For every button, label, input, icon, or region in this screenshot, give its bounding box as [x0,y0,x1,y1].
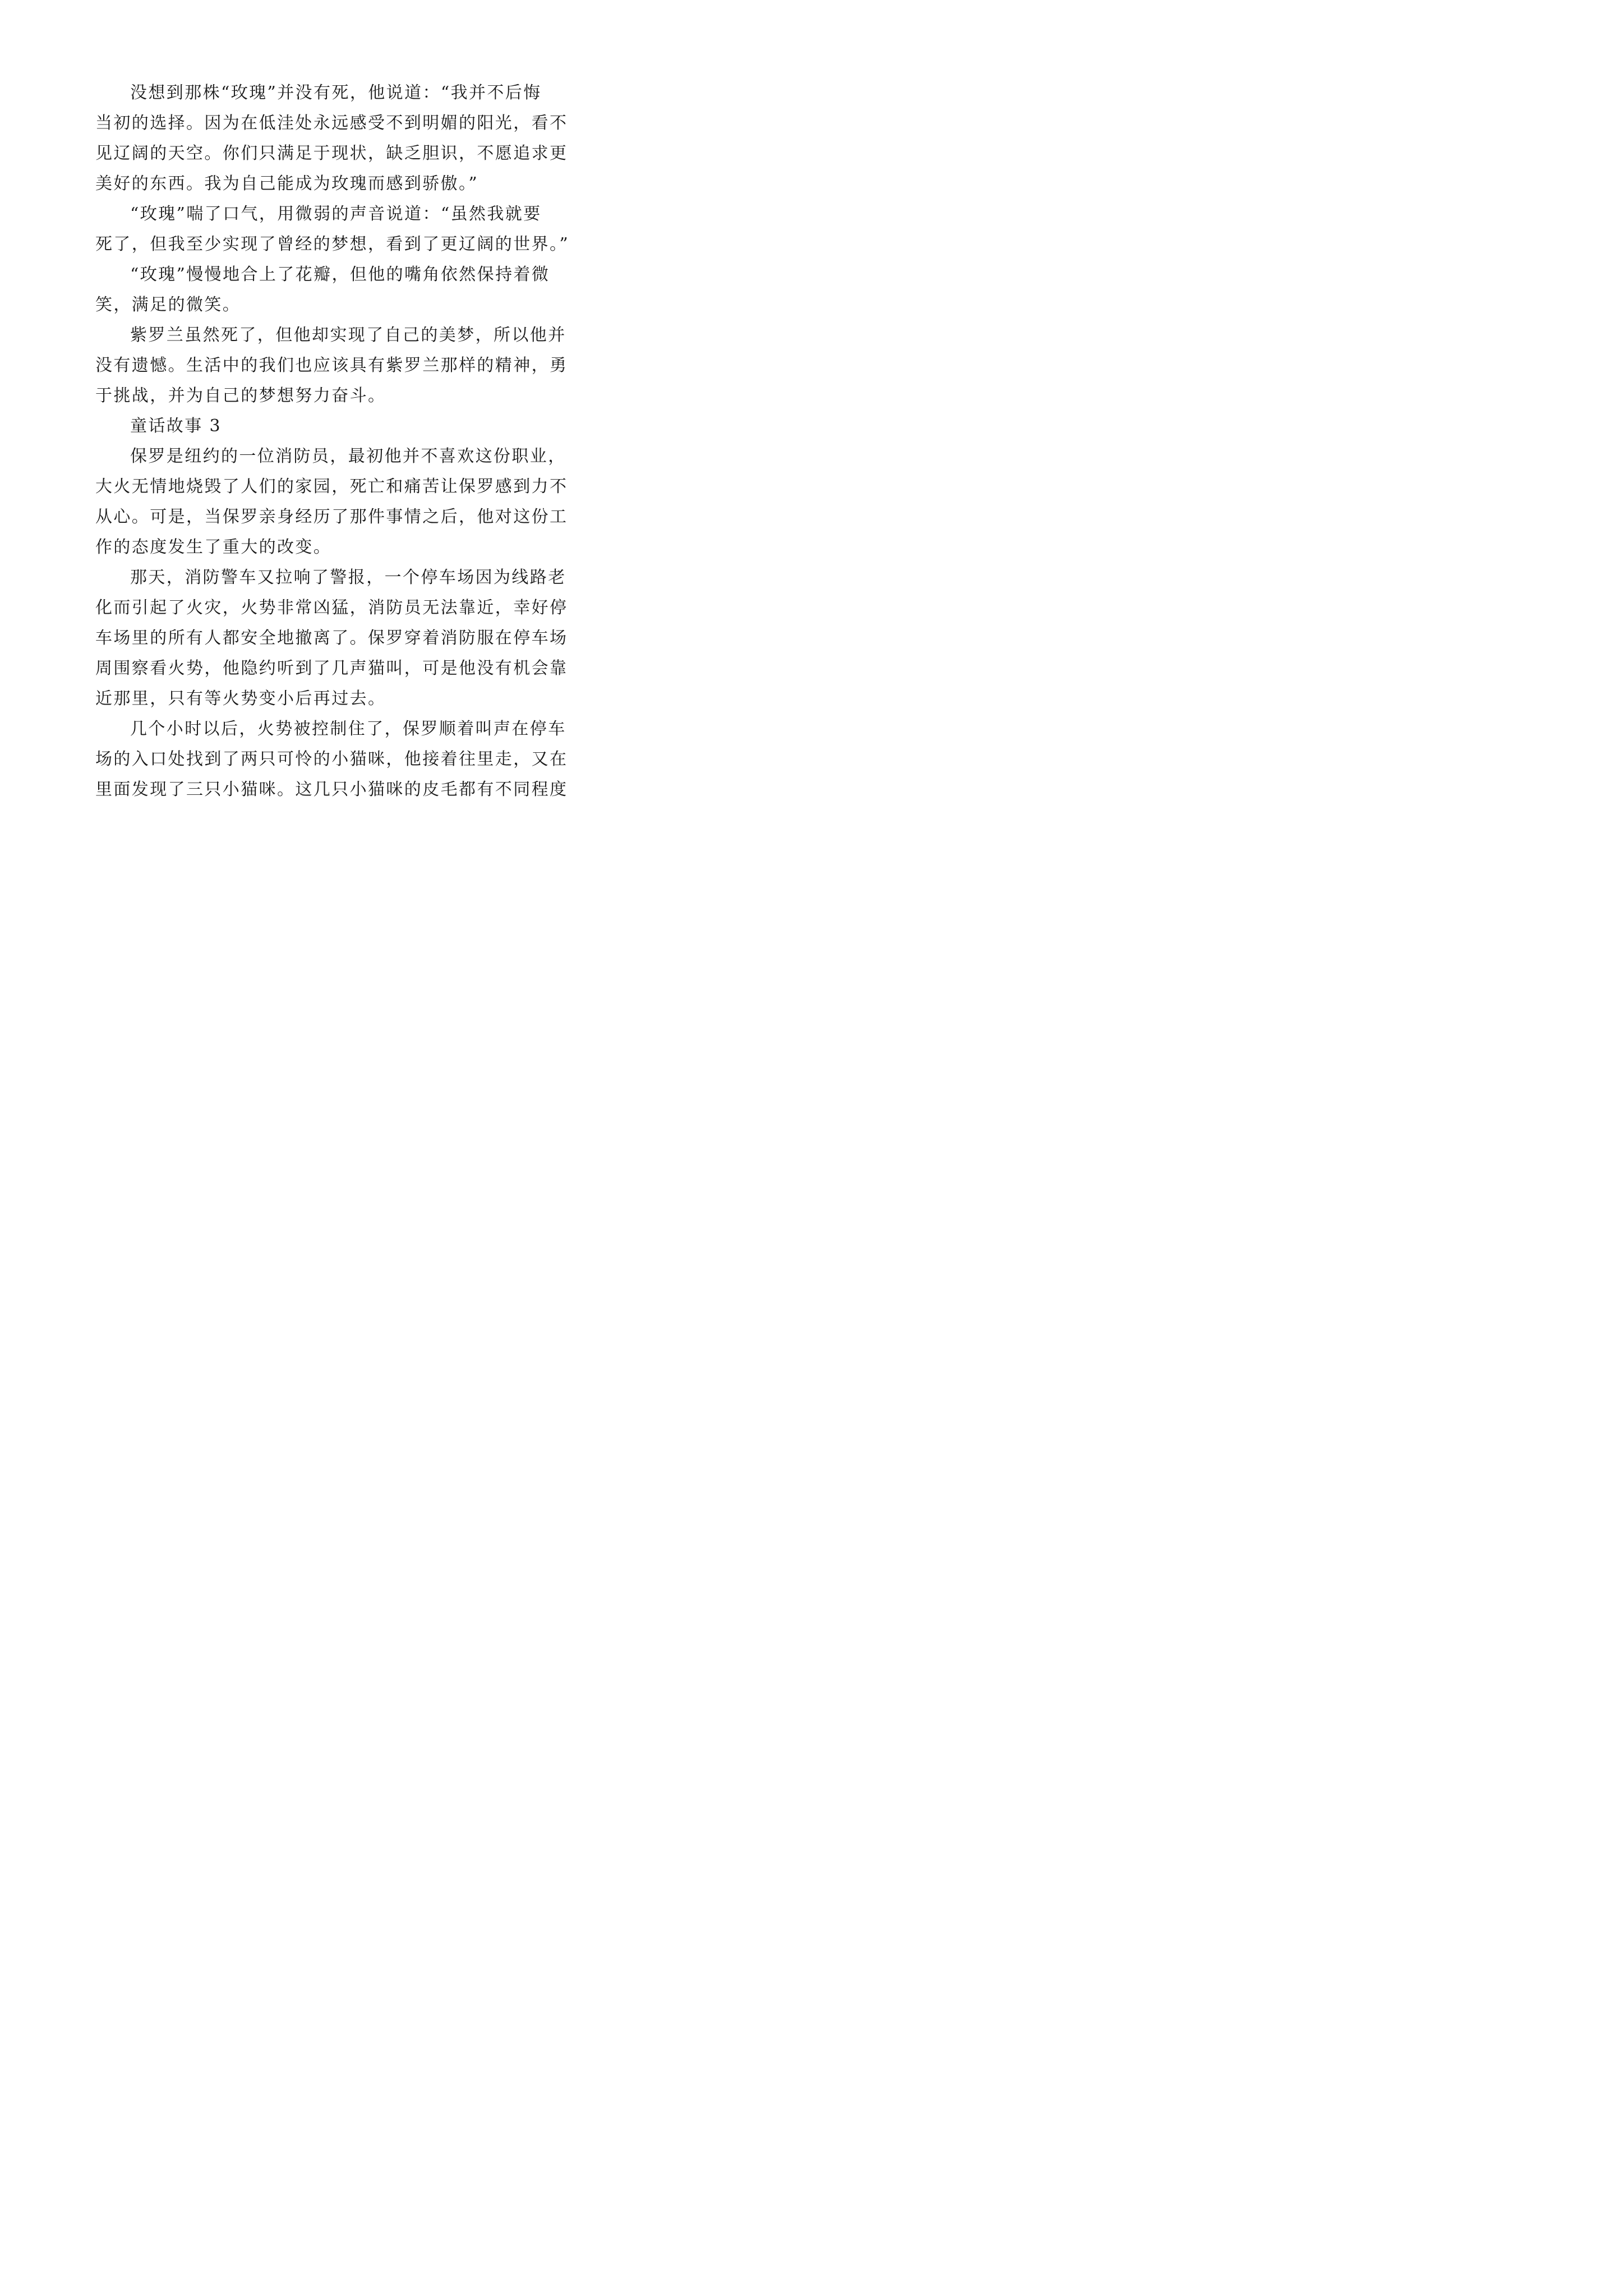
paragraph-line: 里面发现了三只小猫咪。这几只小猫咪的皮毛都有不同程度 [95,780,568,799]
paragraph-line: 化而引起了火灾，火势非常凶猛，消防员无法靠近，幸好停 [95,598,568,618]
section-heading: 童话故事 3 [130,416,222,436]
paragraph-line: 保罗是纽约的一位消防员，最初他并不喜欢这份职业， [130,447,566,466]
paragraph-line: 见辽阔的天空。你们只满足于现状，缺乏胆识，不愿追求更 [95,144,568,163]
paragraph-line: 当初的选择。因为在低洼处永远感受不到明媚的阳光，看不 [95,113,568,133]
paragraph-line: 场的入口处找到了两只可怜的小猫咪，他接着往里走，又在 [95,749,568,769]
paragraph-line: 紫罗兰虽然死了，但他却实现了自己的美梦，所以他并 [130,325,566,345]
paragraph-line: 近那里，只有等火势变小后再过去。 [95,689,386,708]
paragraph-line: 周围察看火势，他隐约听到了几声猫叫，可是他没有机会靠 [95,659,568,678]
paragraph-line: 作的态度发生了重大的改变。 [95,537,332,557]
paragraph-line: 车场里的所有人都安全地撤离了。保罗穿着消防服在停车场 [95,628,568,648]
paragraph-line: 大火无情地烧毁了人们的家园，死亡和痛苦让保罗感到力不 [95,477,568,496]
paragraph-line: 几个小时以后，火势被控制住了，保罗顺着叫声在停车 [130,719,566,739]
paragraph-line: 死了，但我至少实现了曾经的梦想，看到了更辽阔的世界。” [95,234,570,254]
paragraph-line: 于挑战，并为自己的梦想努力奋斗。 [95,386,386,406]
paragraph-line: 没想到那株“玫瑰”并没有死，他说道：“我并不后悔 [130,83,542,103]
paragraph-line: 没有遗憾。生活中的我们也应该具有紫罗兰那样的精神，勇 [95,356,568,375]
paragraph-line: 那天，消防警车又拉响了警报，一个停车场因为线路老 [130,568,566,587]
paragraph-line: 美好的东西。我为自己能成为玫瑰而感到骄傲。” [95,174,479,194]
paragraph-line: 从心。可是，当保罗亲身经历了那件事情之后，他对这份工 [95,507,568,527]
document-page [0,0,628,889]
paragraph-line: “玫瑰”慢慢地合上了花瓣，但他的嘴角依然保持着微 [130,265,550,284]
paragraph-line: “玫瑰”喘了口气，用微弱的声音说道：“虽然我就要 [130,204,542,224]
paragraph-line: 笑，满足的微笑。 [95,295,241,315]
